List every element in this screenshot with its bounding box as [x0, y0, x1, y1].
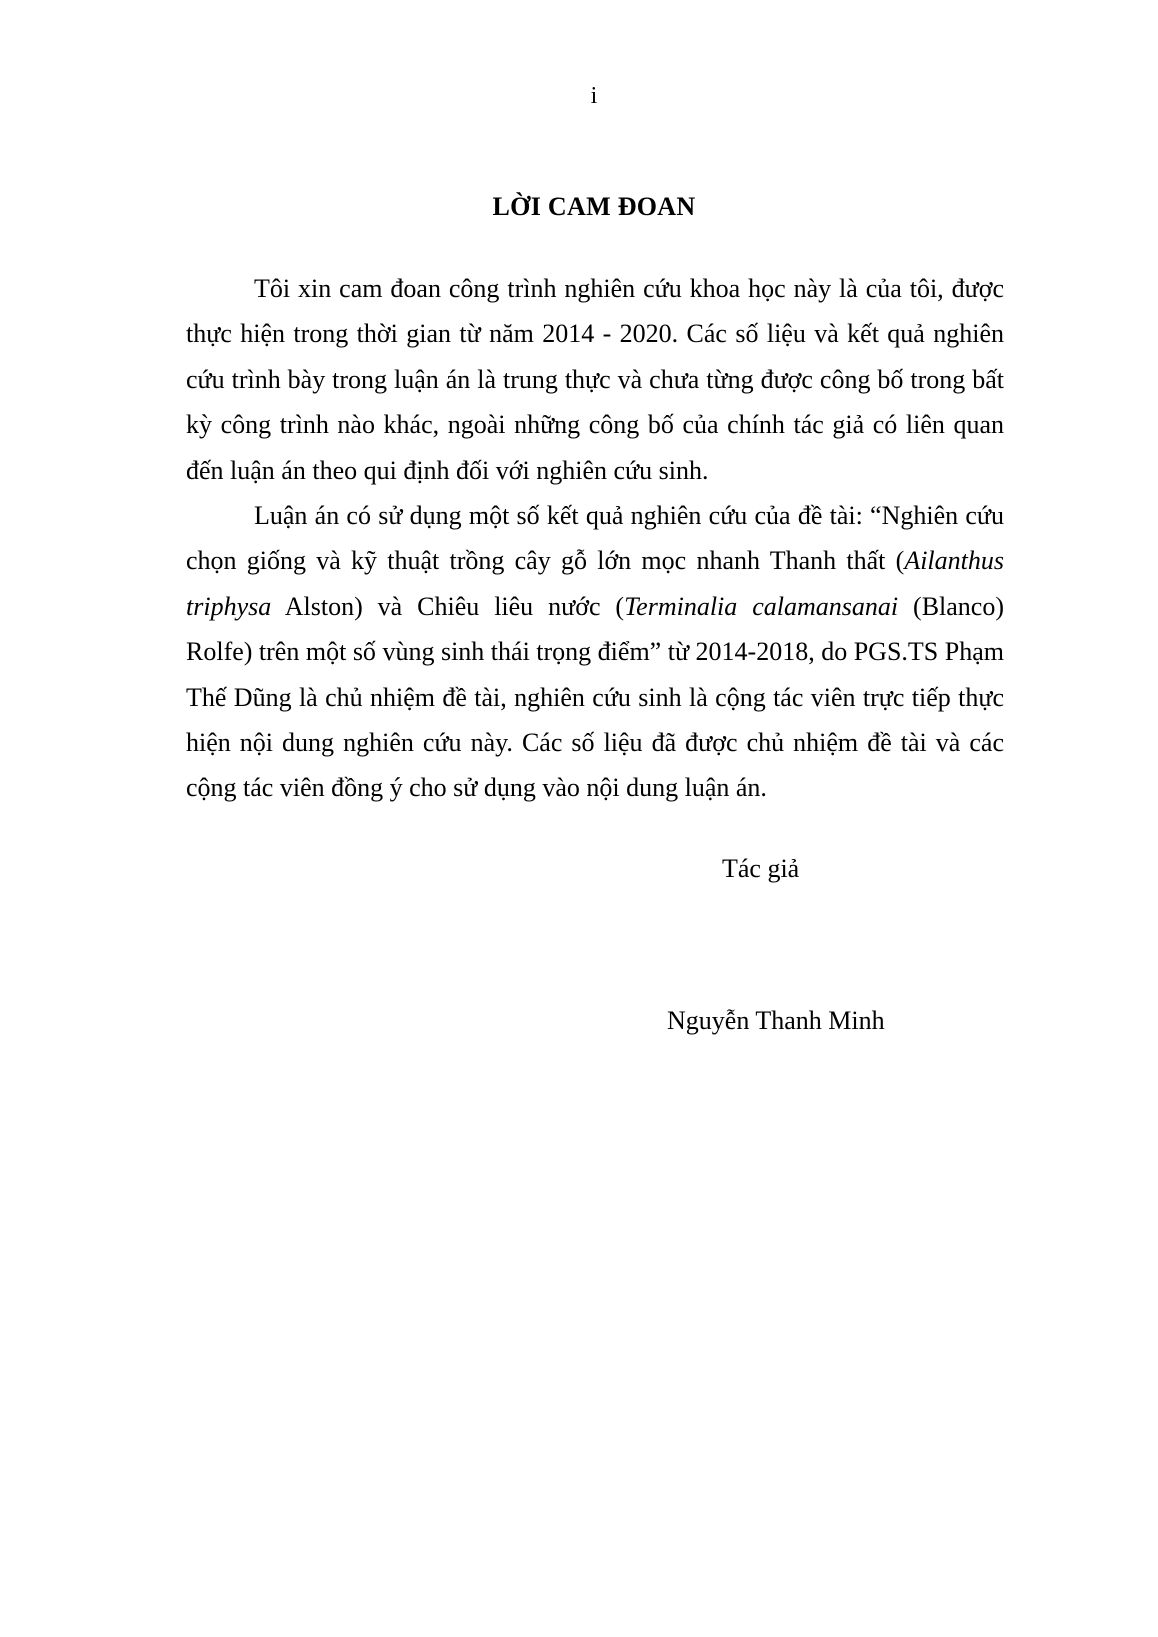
species-name-ailanthus: Ailanthus triphysa: [186, 546, 1004, 621]
paragraph-project-usage-part3: (Blanco) Rolfe) trên một số vùng sinh thái trọng điểm” từ 2014-2018, do PGS.TS Phạm Thế Dũng là chủ nhiệm đề tài, nghiên cứu sinh là cộng tác viên trực tiếp thực hiện nội dung nghiên cứu này. Các số liệu đã được chủ nhiệm đề tài và các cộng tác viên đồng ý cho sử dụng vào nội dung luận án.: [186, 591, 1004, 803]
paragraph-project-usage-part1: Luận án có sử dụng một số kết quả nghiên cứu của đề tài: “Nghiên cứu chọn giống và kỹ thuật trồng cây gỗ lớn mọc nhanh Thanh thất (: [186, 501, 1004, 576]
paragraph-project-usage: [186, 493, 1004, 811]
page-title: LỜI CAM ĐOAN: [492, 192, 696, 221]
declaration-body: [186, 266, 1004, 811]
species-name-terminalia: Terminalia calamansanai: [624, 591, 899, 621]
paragraph-declaration: Tôi xin cam đoan công trình nghiên cứu khoa học này là của tôi, được thực hiện trong thời gian từ năm 2014 - 2020. Các số liệu và kết quả nghiên cứu trình bày trong luận án là trung thực và chưa từng được công bố trong bất kỳ công trình nào khác, ngoài những công bố của chính tác giả có liên quan đến luận án theo qui định đối với nghiên cứu sinh.: [186, 274, 1004, 485]
signature-role: Tác giả: [722, 854, 800, 883]
paragraph-project-usage-part2: Alston) và Chiêu liêu nước (: [271, 591, 625, 621]
page-number: i: [590, 83, 598, 109]
signature-name: Nguyễn Thanh Minh: [667, 1006, 885, 1035]
